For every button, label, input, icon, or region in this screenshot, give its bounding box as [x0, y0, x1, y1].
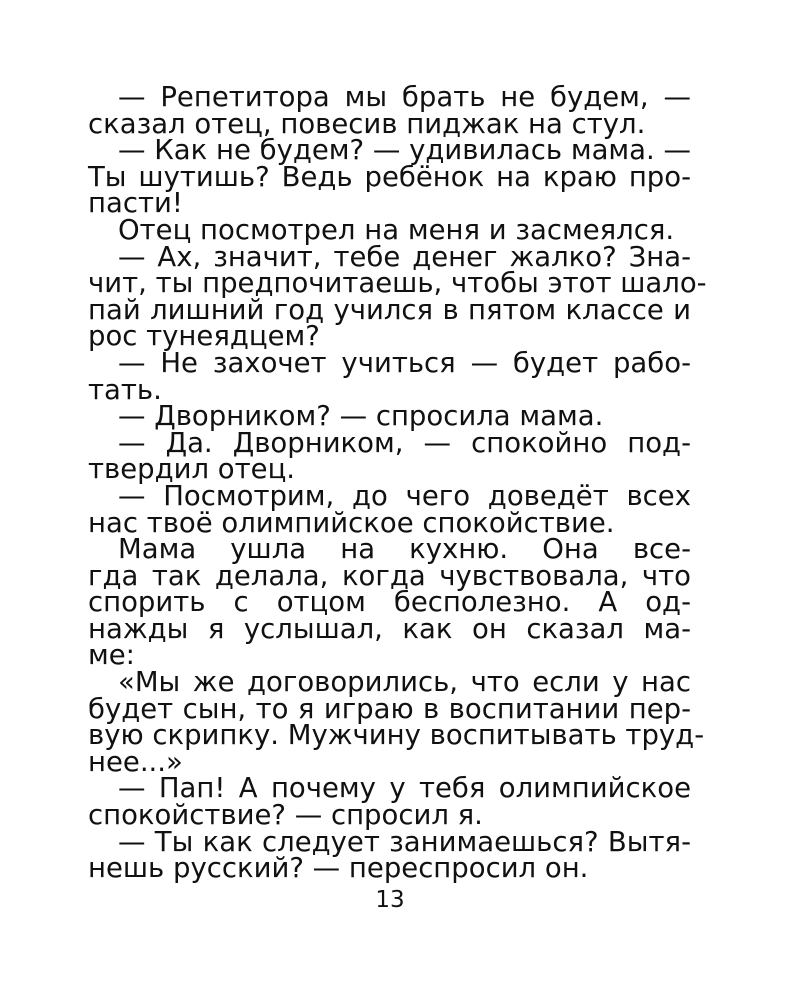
text-line: пай лишний год учился в пятом классе и: [88, 293, 691, 326]
paragraph-2: [88, 134, 692, 220]
text-line: — Как не будем? — удивилась мама. —: [118, 134, 692, 167]
paragraph-10: [88, 666, 705, 778]
paragraph-4: [88, 240, 707, 353]
text-line: гда так делала, когда чувствовала, что: [88, 559, 691, 592]
text-line: — Дворником? — спросила мама.: [118, 400, 604, 433]
text-line: — Репетитора мы брать не будем, —: [118, 81, 691, 113]
paragraph-5: [88, 346, 691, 406]
paragraph-3: [88, 213, 691, 246]
text-line: — Посмотрим, до чего доведёт всех: [118, 479, 691, 512]
text-line: чит, ты предпочитаешь, чтобы этот шало-: [88, 267, 707, 300]
text-line: сказал отец, повесив пиджак на стул.: [88, 107, 646, 140]
text-line: спорить с отцом бесполезно. А од-: [88, 586, 691, 619]
paragraph-8: [88, 479, 691, 539]
text-line: тать.: [88, 373, 162, 406]
text-line: — Да. Дворником, — спокойно под-: [118, 426, 691, 459]
paragraph-1: [88, 81, 691, 140]
text-line: рос тунеядцем?: [88, 320, 320, 353]
page-body: [88, 81, 707, 885]
text-line: твердил отец.: [88, 453, 296, 486]
text-line: будет сын, то я играю в воспитании пер-: [88, 692, 691, 725]
text-line: нас твоё олимпийское спокойствие.: [88, 506, 615, 539]
text-line: Отец посмотрел на меня и засмеялся.: [118, 213, 675, 246]
page-number: 13: [375, 887, 405, 913]
text-line: ме:: [88, 639, 135, 672]
text-line: — Не захочет учиться — будет рабо-: [118, 346, 691, 379]
text-line: нее...»: [88, 745, 183, 778]
text-line: нешь русский? — переспросил он.: [88, 852, 589, 885]
paragraph-6: [88, 400, 691, 433]
text-line: Ты шутишь? Ведь ребёнок на краю про-: [88, 160, 691, 193]
text-line: — Ты как следует занимаешься? Вытя-: [118, 825, 691, 858]
text-line: нажды я услышал, как он сказал ма-: [88, 612, 691, 645]
text-line: Мама ушла на кухню. Она все-: [118, 533, 691, 566]
paragraph-9: [88, 533, 691, 672]
text-line: — Ах, значит, тебе денег жалко? Зна-: [118, 240, 691, 273]
paragraph-11: [88, 772, 691, 832]
text-line: «Мы же договорились, что если у нас: [118, 666, 691, 699]
paragraph-12: [88, 825, 691, 885]
text-line: пасти!: [88, 187, 183, 220]
text-line: — Пап! А почему у тебя олимпийское: [118, 772, 691, 805]
paragraph-7: [88, 426, 691, 486]
text-line: спокойствие? — спросил я.: [88, 799, 483, 832]
text-line: вую скрипку. Мужчину воспитывать труд-: [88, 719, 705, 752]
